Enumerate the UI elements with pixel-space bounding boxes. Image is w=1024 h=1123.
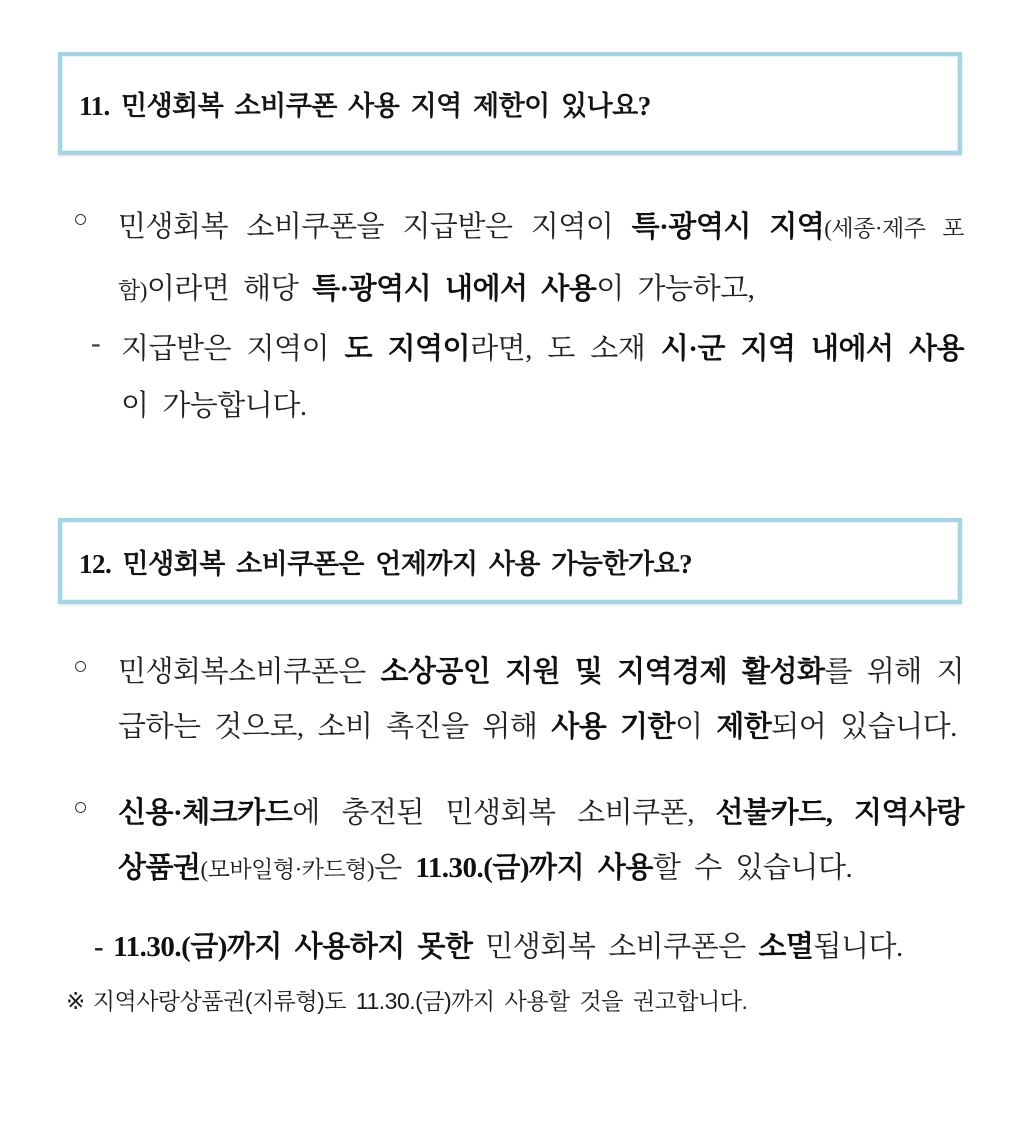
circle-bullet: ○ [73,794,89,821]
dash-bullet: - [91,327,101,359]
answer-11-paragraph-2 [121,321,964,435]
answer-12-reference-note [66,983,747,1016]
circle-bullet: ○ [73,653,89,680]
question-11-title: 11. 민생회복 소비쿠폰 사용 지역 제한이 있나요? [79,91,651,121]
text-run: 이 [675,711,717,743]
text-run: 이라면 해당 [146,273,312,305]
text-run: 이 가능하고, [596,273,755,305]
answer-12-paragraph-3 [94,924,964,965]
text-run-bold: 시·군 지역 내에서 사용 [660,333,964,365]
text-run-bold: 소상공인 지원 및 지역경제 활성화 [380,656,825,688]
text-run-bold: 특·광역시 지역 [631,211,825,243]
text-run-bold: 11.30.(금)까지 사용하지 못한 [113,931,473,963]
text-run-bold: 소멸 [758,931,814,963]
text-run: 민생회복 소비쿠폰을 지급받은 지역이 [118,211,632,243]
text-run-small: (세종·제주 포함) [118,216,964,303]
dash-bullet: - [94,931,104,963]
reference-mark: ※ [66,988,85,1014]
text-run: 라면, 도 소재 [470,333,661,365]
note-text: 지역사랑상품권(지류형)도 11.30.(금)까지 사용할 것을 권고합니다. [92,988,748,1014]
text-run-small: (모바일형·카드형) [200,857,375,882]
text-run: 지급받은 지역이 [121,333,345,365]
text-run-bold: 선불카드, 지역사랑 상품권 [118,797,964,884]
answer-11-paragraph-1 [118,197,964,321]
text-run: 됩니다. [813,931,903,963]
text-run: 에 충전된 민생회복 소비쿠폰, [292,797,716,829]
question-12-box [58,518,962,604]
text-run-bold: 신용·체크카드 [118,797,293,829]
question-11-box [58,52,962,155]
text-run: 할 수 있습니다. [652,852,853,884]
text-run-bold: 11.30.(금)까지 사용 [415,852,653,884]
text-run: 은 [374,852,416,884]
text-run: 되어 있습니다. [771,711,957,743]
text-run-bold: 제한 [716,711,772,743]
text-run: 민생회복 소비쿠폰은 [472,931,759,963]
text-run-bold: 특·광역시 내에서 사용 [311,273,597,305]
circle-bullet: ○ [73,206,89,233]
text-run: 민생회복소비쿠폰은 [118,656,381,688]
answer-12-paragraph-1 [118,645,964,755]
text-run-bold: 사용 기한 [551,711,675,743]
text-run: 이 가능합니다. [121,390,307,422]
text-run: 를 위해 지급하는 것으로, 소비 촉진을 위해 [118,656,964,743]
answer-12-paragraph-2 [118,786,964,897]
question-12-title: 12. 민생회복 소비쿠폰은 언제까지 사용 가능한가요? [79,548,693,579]
text-run-bold: 도 지역이 [344,333,471,365]
